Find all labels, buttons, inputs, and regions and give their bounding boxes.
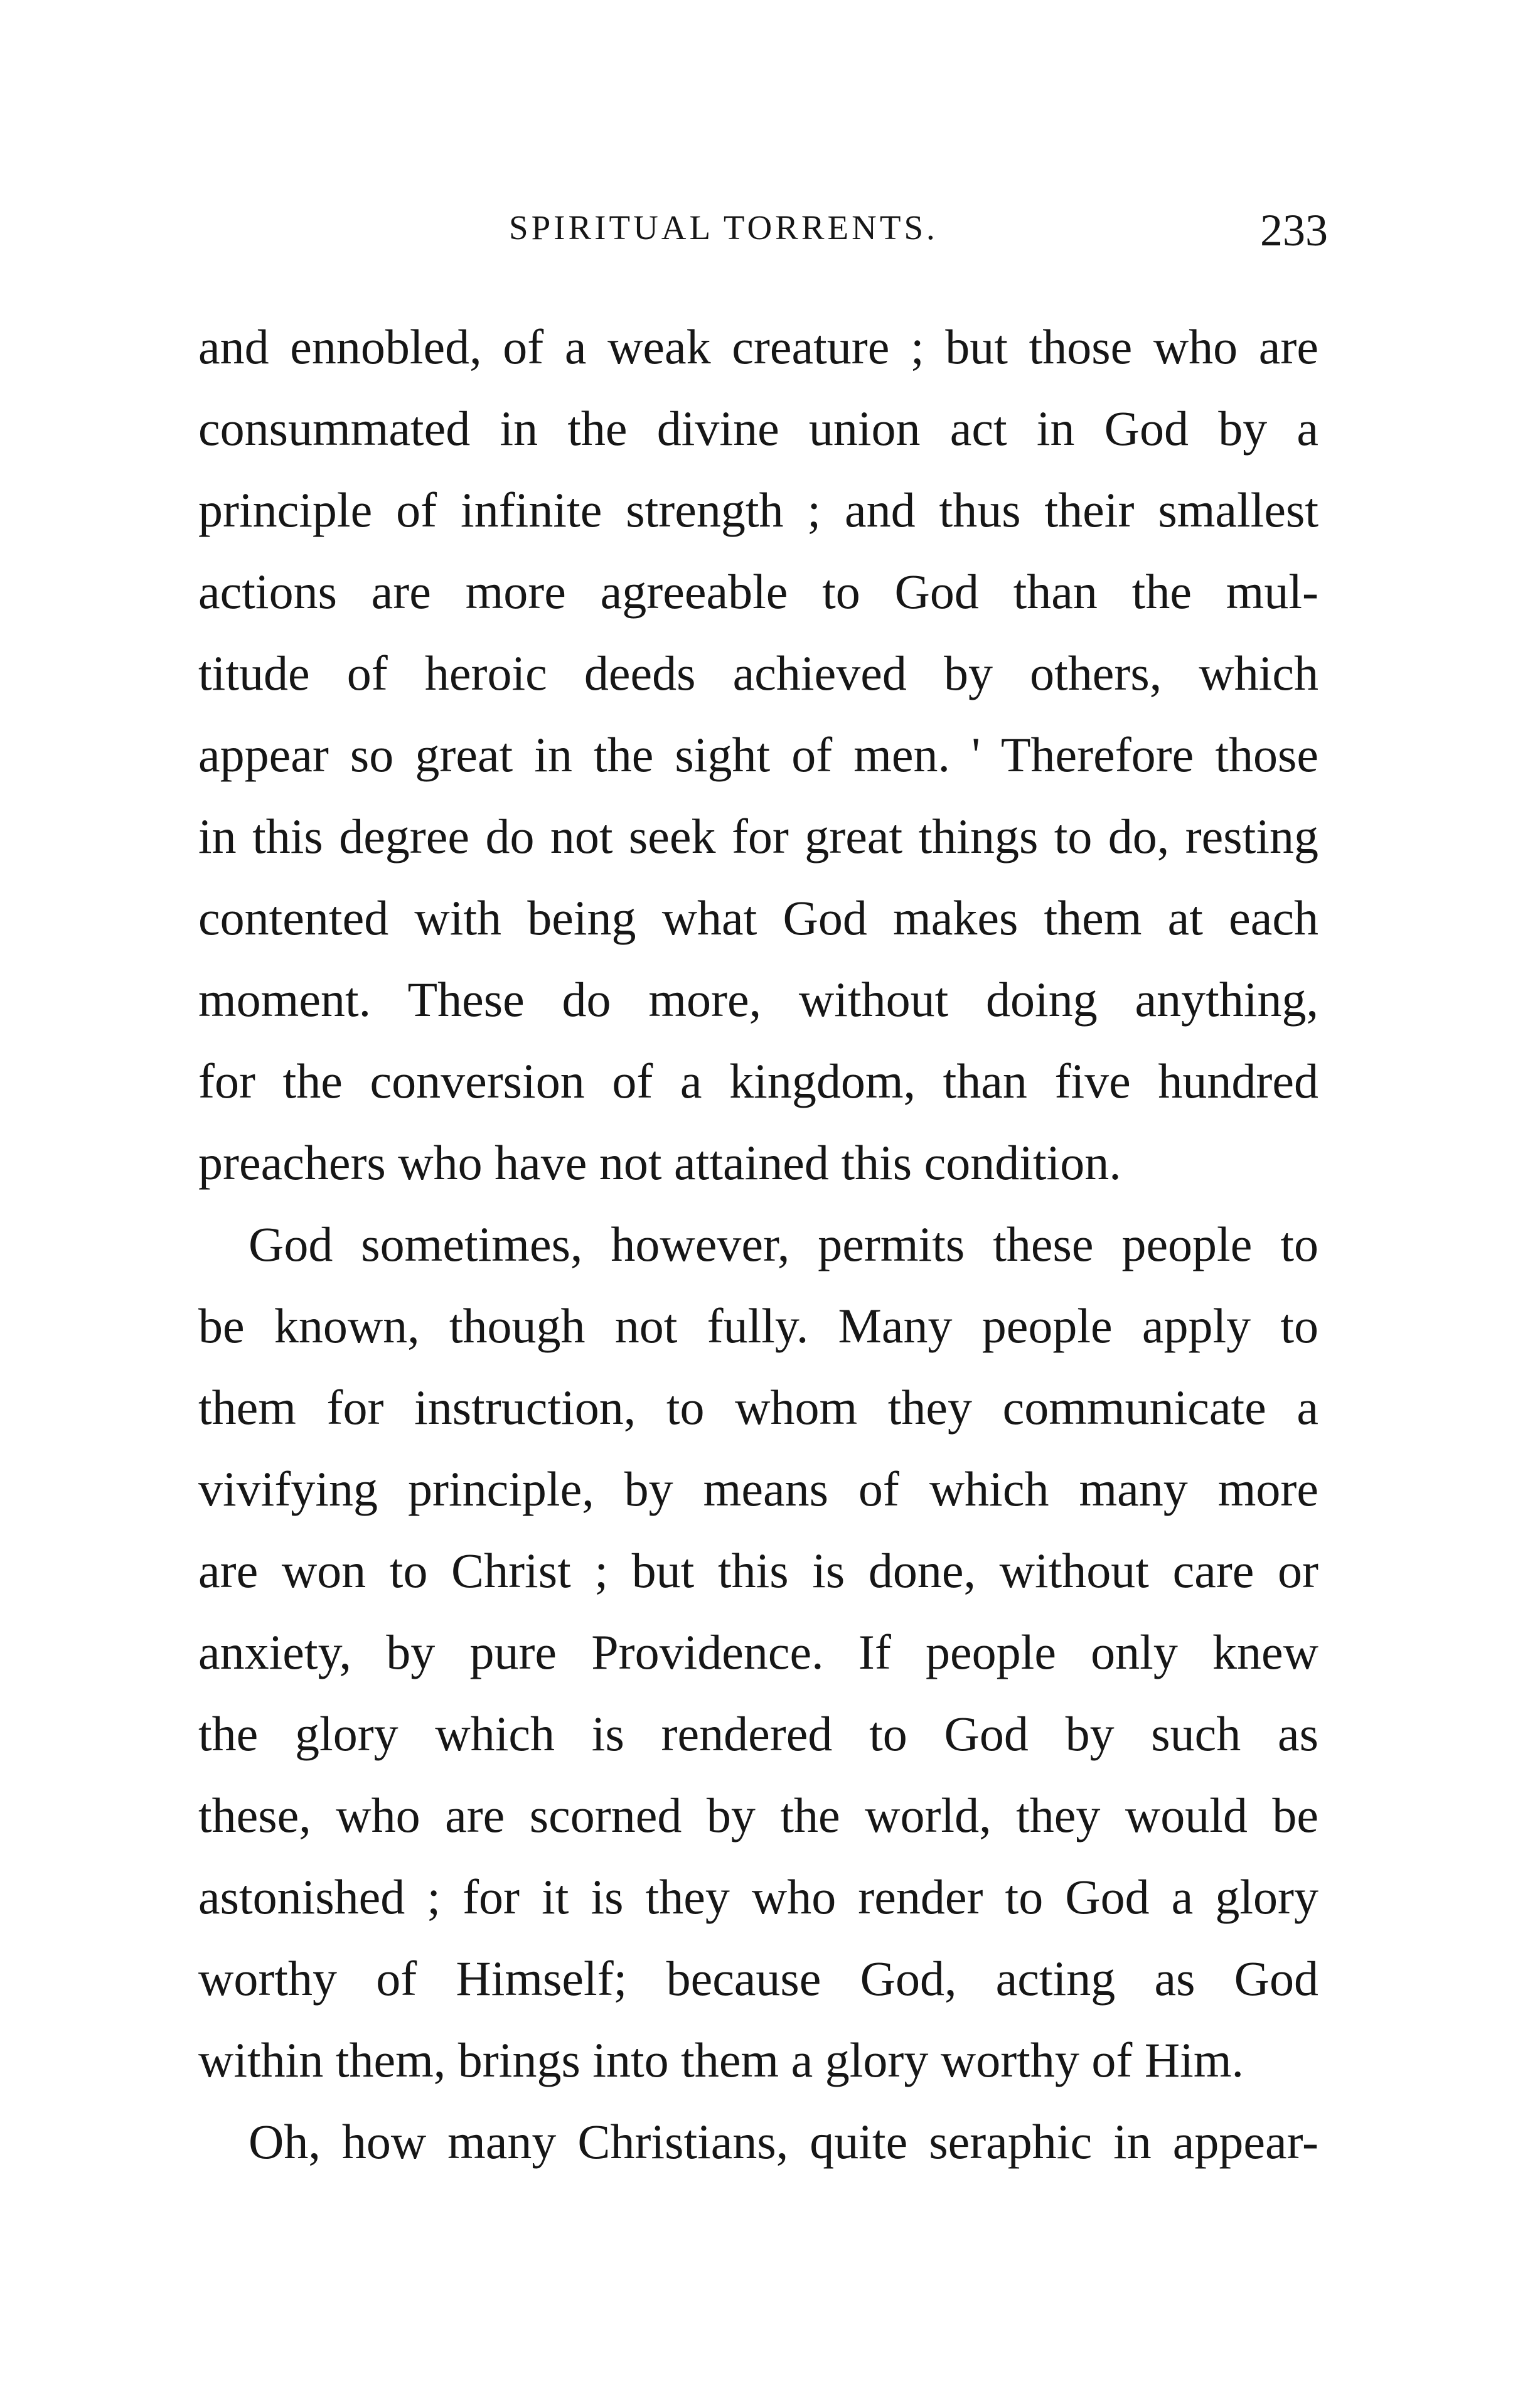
paragraph-start-line: God sometimes, however, permits these people to	[249, 1217, 1318, 1271]
text-line: anxiety, by pure Providence. If people only knew	[198, 1625, 1318, 1679]
text-line: be known, though not fully. Many people apply to	[198, 1298, 1318, 1353]
text-line: moment. These do more, without doing anything,	[198, 972, 1318, 1027]
text-line: astonished ; for it is they who render to God a glory	[198, 1869, 1318, 1924]
running-title: SPIRITUAL TORRENTS.	[509, 208, 938, 247]
text-line: the glory which is rendered to God by such as	[198, 1706, 1318, 1761]
text-line: titude of heroic deeds achieved by others, which	[198, 646, 1318, 700]
text-line: and ennobled, of a weak creature ; but those who are	[198, 319, 1318, 374]
text-line: actions are more agreeable to God than the mul-	[198, 564, 1318, 619]
paragraph-end-line: preachers who have not attained this condition.	[198, 1135, 1121, 1190]
text-line: appear so great in the sight of men. ' Therefore those	[198, 727, 1318, 782]
text-line: are won to Christ ; but this is done, without care or	[198, 1543, 1318, 1598]
text-line: contented with being what God makes them at each	[198, 891, 1318, 945]
paragraph-start-line: Oh, how many Christians, quite seraphic in appear-	[249, 2114, 1318, 2169]
paragraph-end-line: within them, brings into them a glory worthy of Him.	[198, 2033, 1244, 2087]
text-line: consummated in the divine union act in God by a	[198, 401, 1318, 456]
text-line: principle of infinite strength ; and thus their smallest	[198, 483, 1318, 537]
text-line: worthy of Himself; because God, acting as God	[198, 1951, 1318, 2006]
page-number: 233	[1260, 205, 1328, 255]
text-line: them for instruction, to whom they communicate a	[198, 1380, 1318, 1435]
text-line: in this degree do not seek for great things to do, resting	[198, 809, 1318, 864]
body-text	[198, 306, 1318, 2183]
text-line: for the conversion of a kingdom, than five hundred	[198, 1054, 1318, 1108]
text-line: these, who are scorned by the world, they would be	[198, 1788, 1318, 1843]
text-line: vivifying principle, by means of which many more	[198, 1462, 1318, 1516]
running-head	[198, 200, 1328, 256]
